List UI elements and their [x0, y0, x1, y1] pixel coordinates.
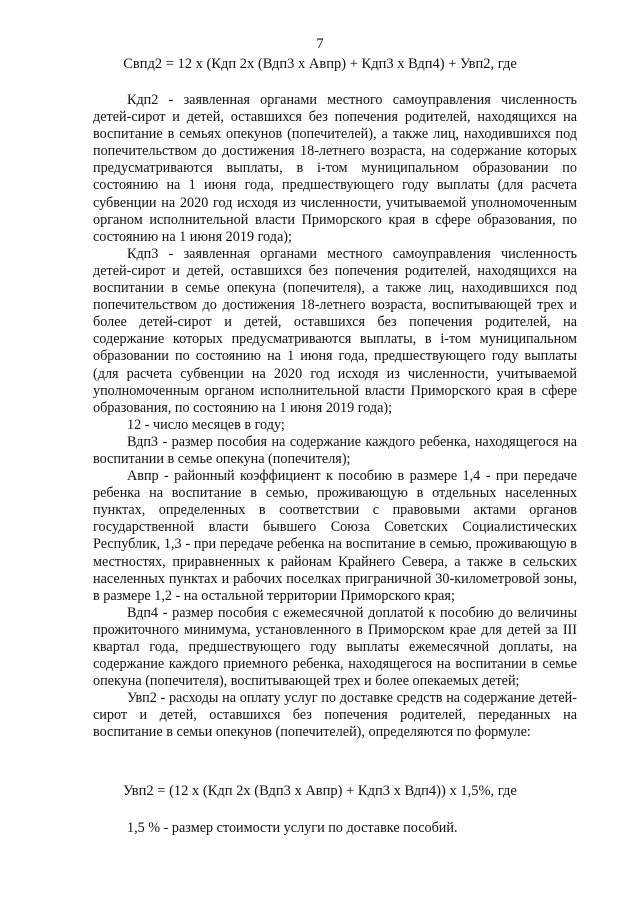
- page-number: 7: [316, 36, 324, 52]
- paragraph-avpr: Авпр - районный коэффициент к пособию в размере 1,4 - при передаче ребенка на воспитание в семью, проживающую в отдельных населенных пунктах, определенных в соответствии с правовыми актами органов государственной власти бывшего Союза Советских Социалистических Республик, 1,3 - при передаче ребенка на воспитание в семью, проживающую в местностях, приравненных к районам Крайнего Севера, а также в сельских населенных пунктах и рабочих поселках приграничной 30-километровой зоны, в размере 1,2 - на остальной территории Приморского края;: [93, 468, 577, 604]
- paragraph-kdp2: Кдп2 - заявленная органами местного самоуправления численность детей-сирот и детей, оставшихся без попечения родителей, находящихся на воспитание в семьях опекунов (попечителей), а также лиц, находившихся под попечительством до достижения 18-летнего возраста, на содержание которых предусматриваются выплаты, в i-том муниципальном образовании по состоянию на 1 июня года, предшествующего году выплаты (для расчета субвенции на 2020 год исходя из численности, учитываемой уполномоченным органом исполнительной власти Приморского края в сфере образования, по состоянию на 1 июня 2019 года);: [93, 92, 577, 245]
- body-text: [93, 92, 577, 742]
- final-note: 1,5 % - размер стоимости услуги по доставке пособий.: [127, 820, 458, 836]
- formula-uvp2: Увп2 = (12 х (Кдп 2х (Вдп3 х Авпр) + Кдп3 х Вдп4)) х 1,5%, где: [123, 783, 517, 799]
- paragraph-uvp2: Увп2 - расходы на оплату услуг по доставке средств на содержание детей-сирот и детей, оставшихся без попечения родителей, переданных на воспитание в семьи опекунов (попечителей), определяются по формуле:: [93, 690, 577, 741]
- paragraph-vdp4: Вдп4 - размер пособия с ежемесячной доплатой к пособию до величины прожиточного минимума, установленного в Приморском крае для детей за III квартал года, предшествующего году выплаты ежемесячной доплаты, на содержание каждого приемного ребенка, находящегося на воспитании в семье опекуна (попечителя), воспитывающей трех и более опекаемых детей;: [93, 604, 577, 690]
- formula-svpd2: Свпд2 = 12 х (Кдп 2х (Вдп3 х Авпр) + Кдп3 х Вдп4) + Увп2, где: [123, 56, 517, 72]
- paragraph-kdp3: Кдп3 - заявленная органами местного самоуправления численность детей-сирот и детей, оставшихся без попечения родителей, находящихся на воспитании в семье опекуна (попечителя), а также лиц, находившихся под попечительством до достижения 18-летнего возраста, воспитывающей трех и более детей-сирот и детей, оставшихся без попечения родителей, на содержание которых предусматриваются выплаты, в i-том муниципальном образовании по состоянию на 1 июня года, предшествующего году выплаты (для расчета субвенции на 2020 год исходя из численности, учитываемой уполномоченным органом исполнительной власти Приморского края в сфере образования, по состоянию на 1 июня 2019 года);: [93, 245, 577, 416]
- paragraph-vdp3: Вдп3 - размер пособия на содержание каждого ребенка, находящегося на воспитании в семье опекуна (попечителя);: [93, 433, 577, 467]
- paragraph-months: 12 - число месяцев в году;: [127, 416, 285, 433]
